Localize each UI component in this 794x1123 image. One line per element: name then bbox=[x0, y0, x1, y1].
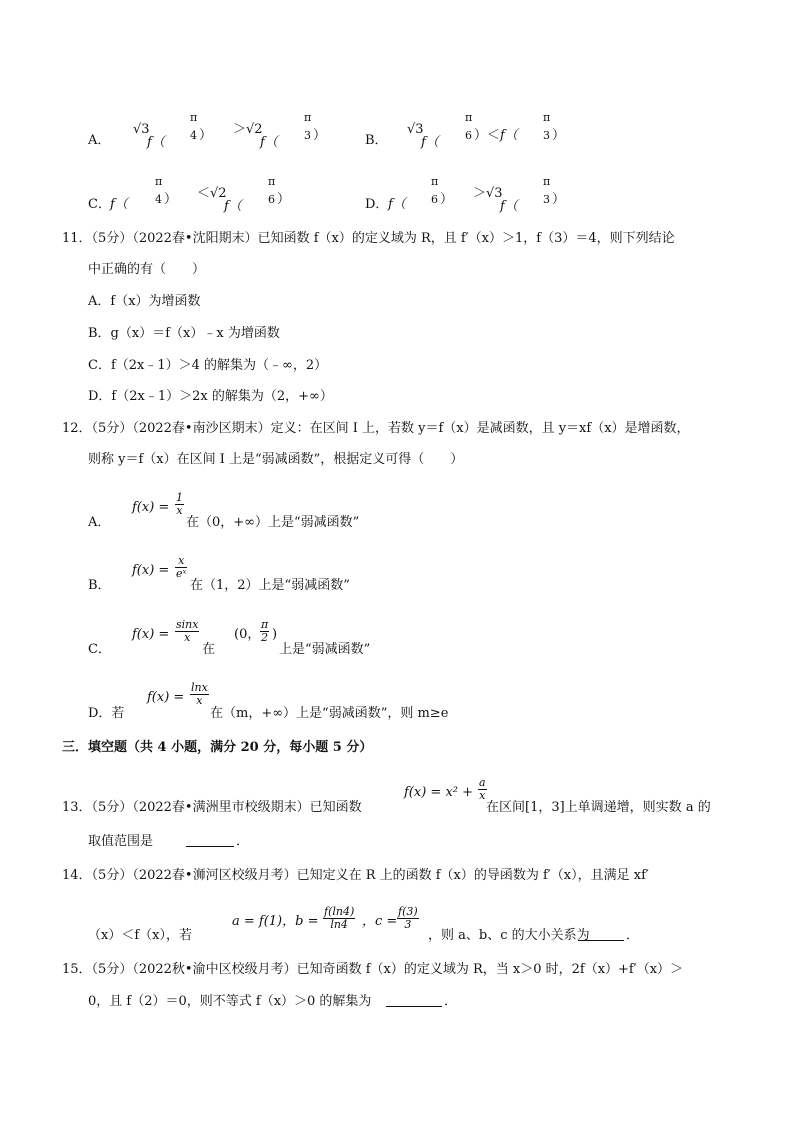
q14-c-den: 3 bbox=[404, 918, 412, 931]
q13-num: a bbox=[479, 776, 486, 789]
q12-c-pi: π bbox=[261, 618, 269, 631]
q14-b-fraction bbox=[323, 906, 355, 931]
q10-d-f1: f（ bbox=[388, 197, 406, 212]
q10-b-close2: ） bbox=[552, 128, 566, 143]
q12-a-fraction bbox=[175, 492, 184, 517]
q10-d-f2: f（ bbox=[500, 199, 518, 214]
q10-b-f1: f（ bbox=[421, 135, 439, 150]
q10-a-den2: 3 bbox=[304, 129, 311, 142]
q12-d-num: lnx bbox=[191, 681, 208, 694]
q12-d-func: f(x) = bbox=[147, 690, 185, 705]
q10-a-f1: f（ bbox=[147, 135, 165, 150]
q13-stem-line2: 取值范围是 bbox=[88, 834, 154, 849]
q10-d-gt: ＞ bbox=[473, 186, 487, 201]
q10-option-d-label: D． bbox=[365, 197, 389, 212]
q10-b-pi1: π bbox=[465, 111, 473, 124]
q12-c-in: 在 bbox=[202, 642, 216, 657]
q12-c-pi-fraction bbox=[260, 619, 269, 644]
q10-b-lt: ＜ bbox=[487, 128, 501, 143]
q14-c-fraction bbox=[397, 906, 419, 931]
q14-b-den: ln4 bbox=[330, 918, 348, 931]
q12-b-num: x bbox=[175, 555, 187, 568]
q10-c-den1: 4 bbox=[155, 193, 162, 206]
q10-d-close2: ） bbox=[552, 192, 566, 207]
q10-a-sqrt3: √3 bbox=[133, 122, 150, 137]
q13-fraction bbox=[478, 777, 487, 802]
q13-stem-pre: 13．（5分）（2022春•满洲里市校级期末）已知函数 bbox=[62, 800, 362, 815]
q10-c-close1: ） bbox=[164, 192, 178, 207]
q10-a-f2: f（ bbox=[260, 135, 278, 150]
q14-answer-blank[interactable] bbox=[578, 928, 624, 941]
q10-b-close1: ） bbox=[474, 128, 488, 143]
q10-option-b-label: B． bbox=[365, 133, 388, 148]
q11-option-c: C．f（2x﹣1）＞4 的解集为（﹣∞，2） bbox=[88, 358, 328, 373]
q10-d-sqrt3: √3 bbox=[486, 186, 503, 201]
q10-c-den2: 6 bbox=[268, 193, 275, 206]
q12-c-den: x bbox=[184, 631, 191, 644]
q12-d-fraction bbox=[190, 682, 209, 707]
q10-d-pi1: π bbox=[431, 175, 439, 188]
q11-stem-line2: 中正确的有（ ） bbox=[88, 262, 206, 277]
section-3-heading: 三．填空题（共 4 小题，满分 20 分，每小题 5 分） bbox=[62, 740, 373, 755]
q10-c-f1: f（ bbox=[110, 197, 128, 212]
q10-option-a-label: A． bbox=[88, 133, 111, 148]
q10-d-den2: 3 bbox=[543, 193, 550, 206]
q12-option-b-text: 在（1，2）上是“弱减函数” bbox=[190, 578, 350, 593]
q10-b-sqrt3: √3 bbox=[407, 122, 424, 137]
q12-c-func: f(x) = bbox=[132, 627, 170, 642]
q10-c-lt: ＜ bbox=[197, 186, 211, 201]
q13-den: x bbox=[479, 789, 486, 802]
q14-stem-post2: ，则 a、b、c 的大小关系为 bbox=[428, 928, 590, 943]
q12-option-a-label: A． bbox=[88, 515, 111, 530]
q10-d-pi2: π bbox=[543, 175, 551, 188]
q12-c-fraction bbox=[175, 619, 199, 644]
q10-c-close2: ） bbox=[277, 192, 291, 207]
q10-a-close1: ） bbox=[199, 128, 213, 143]
q12-c-two: 2 bbox=[261, 631, 269, 644]
q10-a-pi2: π bbox=[304, 111, 312, 124]
q12-d-den: x bbox=[196, 694, 203, 707]
q12-c-close: ) bbox=[272, 627, 278, 642]
q10-a-close2: ） bbox=[313, 128, 327, 143]
q12-b-den: eˣ bbox=[176, 567, 187, 580]
q14-c-expr: ，c = bbox=[362, 914, 398, 929]
q15-end: ． bbox=[444, 994, 458, 1009]
q10-d-close1: ） bbox=[440, 192, 454, 207]
q12-option-c-label: C． bbox=[88, 642, 111, 657]
q11-stem-line1: 11．（5分）（2022春•沈阳期末）已知函数 f（x）的定义域为 R，且 f′（x）＞1，f（3）＝4，则下列结论 bbox=[62, 231, 675, 246]
q14-end: ． bbox=[626, 928, 640, 943]
q12-option-b-label: B． bbox=[88, 578, 111, 593]
q10-b-den2: 3 bbox=[543, 129, 550, 142]
q12-stem-line2: 则称 y＝f（x）在区间 I 上是“弱减函数”，根据定义可得（ ） bbox=[88, 452, 464, 467]
q12-c-num: sinx bbox=[176, 618, 199, 631]
q10-a-den1: 4 bbox=[190, 129, 197, 142]
q10-a-gt: ＞ bbox=[233, 122, 247, 137]
q14-stem-line1: 14．（5分）（2022春•浉河区校级月考）已知定义在 R 上的函数 f（x）的导函数为 f′（x），且满足 xf′ bbox=[62, 868, 649, 883]
q14-c-num: f(3) bbox=[398, 905, 418, 918]
q12-a-num: 1 bbox=[176, 491, 183, 504]
q12-a-den: x bbox=[176, 504, 183, 517]
q10-b-f2: f（ bbox=[500, 128, 518, 143]
q10-d-den1: 6 bbox=[431, 193, 438, 206]
q13-end: ． bbox=[236, 834, 250, 849]
q12-stem-line1: 12．（5分）（2022春•南沙区期末）定义：在区间 I 上，若数 y＝f（x）是减函数，且 y＝xf（x）是增函数， bbox=[62, 421, 690, 436]
q12-a-func: f(x) = bbox=[132, 500, 170, 515]
q12-b-fraction bbox=[175, 555, 187, 580]
q15-stem-line2: 0，且 f（2）＝0，则不等式 f（x）＞0 的解集为 bbox=[88, 994, 372, 1009]
q10-b-den1: 6 bbox=[465, 129, 472, 142]
q14-b-num: f(ln4) bbox=[324, 905, 355, 918]
q10-a-sqrt2: √2 bbox=[246, 122, 263, 137]
q11-option-b: B．g（x）＝f（x）﹣x 为增函数 bbox=[88, 326, 280, 341]
q15-answer-blank[interactable] bbox=[386, 994, 442, 1007]
q13-stem-post: 在区间[1，3]上单调递增，则实数 a 的 bbox=[486, 800, 711, 815]
q14-stem-pre2: （x）＜f（x），若 bbox=[88, 928, 192, 943]
q11-option-a: A．f（x）为增函数 bbox=[88, 294, 201, 309]
q14-a-expr: a = f(1)，b = bbox=[232, 914, 319, 929]
q13-answer-blank[interactable] bbox=[186, 834, 234, 847]
q12-c-interval: (0， bbox=[234, 627, 261, 642]
q12-option-a-text: 在（0，+∞）上是“弱减函数” bbox=[186, 515, 360, 530]
q12-b-func: f(x) = bbox=[132, 563, 170, 578]
q10-c-f2: f（ bbox=[224, 199, 242, 214]
q10-a-pi1: π bbox=[190, 111, 198, 124]
q12-option-d-text: 在（m，+∞）上是“弱减函数”，则 m≥e bbox=[210, 706, 449, 721]
q12-option-d-label: D．若 bbox=[88, 706, 125, 721]
q10-c-sqrt2: √2 bbox=[210, 186, 227, 201]
q15-stem-line1: 15．（5分）（2022秋•渝中区校级月考）已知奇函数 f（x）的定义域为 R，当 x＞0 时，2f（x）+f′（x）＞ bbox=[62, 962, 684, 977]
q12-option-c-text: 上是“弱减函数” bbox=[279, 642, 371, 657]
q13-func: f(x) = x² + bbox=[404, 785, 474, 800]
q10-c-pi1: π bbox=[155, 175, 163, 188]
q10-c-pi2: π bbox=[268, 175, 276, 188]
q10-b-pi2: π bbox=[543, 111, 551, 124]
q11-option-d: D．f（2x﹣1）＞2x 的解集为（2，+∞） bbox=[88, 389, 333, 404]
q10-option-c-label: C． bbox=[88, 197, 111, 212]
